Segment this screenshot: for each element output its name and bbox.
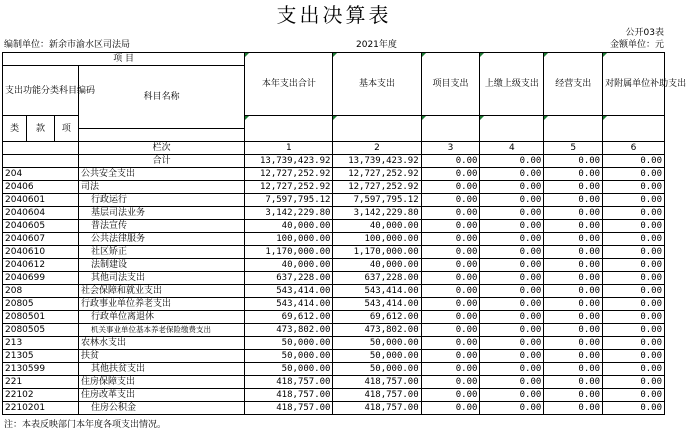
table-row [3,298,665,311]
row-value: 12,727,252.92 [333,168,421,181]
row-value: 0.00 [480,324,544,337]
row-value: 40,000.00 [333,220,421,233]
row-code: 221 [3,376,79,389]
row-code: 2040610 [3,246,79,259]
row-value: 12,727,252.92 [333,181,421,194]
row-value: 0.00 [603,194,665,207]
row-value: 0.00 [421,324,480,337]
row-value: 0.00 [603,402,665,415]
row-value: 0.00 [480,402,544,415]
row-value: 0.00 [544,246,603,259]
table-row [3,233,665,246]
row-value: 637,228.00 [333,272,421,285]
row-value: 3,142,229.80 [245,207,333,220]
row-value: 0.00 [480,350,544,363]
page-title: 支出决算表 [276,3,392,27]
row-value: 0.00 [480,220,544,233]
table-row [3,181,665,194]
row-value: 0.00 [603,350,665,363]
total-value: 0.00 [480,155,544,168]
row-value: 0.00 [421,220,480,233]
row-value: 0.00 [544,337,603,350]
row-value: 0.00 [421,168,480,181]
row-name: 机关事业单位基本养老保险缴费支出 [79,324,245,337]
index-2: 2 [333,142,421,155]
row-value: 0.00 [544,181,603,194]
row-value: 0.00 [603,311,665,324]
total-value: 0.00 [544,155,603,168]
row-value: 40,000.00 [245,220,333,233]
table-row [3,259,665,272]
row-name: 住房改革支出 [79,389,245,402]
row-value: 0.00 [603,207,665,220]
row-value: 12,727,252.92 [245,168,333,181]
row-value: 12,727,252.92 [245,181,333,194]
row-value: 0.00 [480,376,544,389]
row-value: 0.00 [421,272,480,285]
row-value: 0.00 [544,389,603,402]
row-code: 2130599 [3,363,79,376]
totals-row [3,155,665,168]
header-col-subsidy: 对附属单位补助支出 [603,53,665,116]
index-5: 5 [544,142,603,155]
row-code: 20406 [3,181,79,194]
row-value: 418,757.00 [245,402,333,415]
row-value: 0.00 [421,311,480,324]
row-value: 418,757.00 [245,389,333,402]
row-value: 0.00 [544,194,603,207]
row-value: 0.00 [544,402,603,415]
total-value: 0.00 [421,155,480,168]
row-value: 0.00 [544,220,603,233]
row-name: 公共安全支出 [79,168,245,181]
row-value: 69,612.00 [245,311,333,324]
expenditure-table [2,52,686,415]
row-name: 农林水支出 [79,337,245,350]
row-name: 法制建设 [79,259,245,272]
row-name: 社会保障和就业支出 [79,285,245,298]
index-1: 1 [245,142,333,155]
row-name: 行政运行 [79,194,245,207]
row-value: 100,000.00 [333,233,421,246]
table-row [3,168,665,181]
row-value: 543,414.00 [245,298,333,311]
row-value: 0.00 [480,259,544,272]
row-value: 0.00 [603,285,665,298]
table-row [3,376,665,389]
header-spacer-3 [421,116,480,142]
header-name: 科目名称 [79,66,245,129]
row-value: 100,000.00 [245,233,333,246]
row-value: 0.00 [480,233,544,246]
row-value: 0.00 [603,298,665,311]
row-value: 0.00 [480,181,544,194]
row-value: 50,000.00 [245,363,333,376]
table-row [3,337,665,350]
totals-label: 合计 [79,155,245,168]
row-value: 0.00 [544,168,603,181]
row-value: 0.00 [544,324,603,337]
row-value: 0.00 [603,272,665,285]
row-value: 7,597,795.12 [333,194,421,207]
header-lanci: 栏次 [79,142,245,155]
row-name: 基层司法业务 [79,207,245,220]
row-code: 20805 [3,298,79,311]
row-value: 0.00 [480,298,544,311]
table-row [3,220,665,233]
row-code: 2040601 [3,194,79,207]
row-code: 204 [3,168,79,181]
row-value: 1,170,000.00 [333,246,421,259]
row-value: 0.00 [421,298,480,311]
header-kuan: 款 [27,116,54,142]
row-name: 扶贫 [79,350,245,363]
header-col-basic: 基本支出 [333,53,421,116]
row-value: 0.00 [480,246,544,259]
row-value: 0.00 [544,350,603,363]
row-value: 0.00 [421,363,480,376]
row-name: 司法 [79,181,245,194]
row-code: 22102 [3,389,79,402]
header-lei: 类 [3,116,27,142]
row-value: 543,414.00 [333,298,421,311]
row-value: 0.00 [480,311,544,324]
row-value: 0.00 [421,246,480,259]
header-spacer-1 [245,116,333,142]
row-name: 行政事业单位养老支出 [79,298,245,311]
row-code: 2040612 [3,259,79,272]
row-value: 0.00 [480,194,544,207]
row-code: 2040607 [3,233,79,246]
row-code: 21305 [3,350,79,363]
row-value: 0.00 [480,337,544,350]
row-value: 0.00 [421,376,480,389]
row-value: 0.00 [603,246,665,259]
row-value: 0.00 [603,168,665,181]
row-name: 住房保障支出 [79,376,245,389]
row-code: 2040605 [3,220,79,233]
row-value: 418,757.00 [333,402,421,415]
header-item: 项 目 [3,53,245,66]
row-name: 行政单位离退休 [79,311,245,324]
row-value: 543,414.00 [333,285,421,298]
compiling-unit: 编制单位：新余市渝水区司法局 [4,40,131,50]
row-value: 0.00 [544,376,603,389]
row-value: 0.00 [603,233,665,246]
index-3: 3 [421,142,480,155]
row-value: 50,000.00 [245,350,333,363]
table-row [3,272,665,285]
header-col-total: 本年支出合计 [245,53,333,116]
total-value: 0.00 [603,155,665,168]
row-name: 其他司法支出 [79,272,245,285]
index-4: 4 [480,142,544,155]
total-value: 13,739,423.92 [245,155,333,168]
table-row [3,350,665,363]
row-code: 213 [3,337,79,350]
table-row [3,389,665,402]
row-value: 0.00 [421,181,480,194]
row-value: 0.00 [603,337,665,350]
row-value: 0.00 [421,207,480,220]
row-value: 0.00 [421,233,480,246]
row-value: 0.00 [480,168,544,181]
row-value: 0.00 [544,298,603,311]
row-value: 0.00 [421,259,480,272]
row-value: 0.00 [421,285,480,298]
row-value: 0.00 [480,272,544,285]
row-value: 0.00 [480,389,544,402]
row-name: 公共法律服务 [79,233,245,246]
row-name: 普法宣传 [79,220,245,233]
row-value: 0.00 [603,181,665,194]
row-value: 0.00 [421,402,480,415]
totals-code [3,155,79,168]
header-col-project: 项目支出 [421,53,480,116]
header-code: 支出功能分类科目编码 [3,66,79,116]
header-lei-kuan-xiang-merge [3,142,79,155]
row-value: 3,142,229.80 [333,207,421,220]
row-value: 69,612.00 [333,311,421,324]
row-value: 0.00 [544,207,603,220]
money-unit: 金额单位：元 [609,40,664,50]
row-value: 543,414.00 [245,285,333,298]
row-value: 0.00 [480,207,544,220]
table-row [3,285,665,298]
header-spacer-5 [544,116,603,142]
row-value: 0.00 [480,285,544,298]
header-col-business: 经营支出 [544,53,603,116]
row-value: 473,802.00 [333,324,421,337]
row-value: 0.00 [544,363,603,376]
row-value: 50,000.00 [333,337,421,350]
row-value: 0.00 [544,311,603,324]
header-spacer-4 [480,116,544,142]
row-value: 7,597,795.12 [245,194,333,207]
row-value: 0.00 [421,389,480,402]
row-value: 0.00 [544,285,603,298]
footnote: 注：本表反映部门本年度各项支出情况。 [4,420,167,430]
row-value: 0.00 [421,350,480,363]
table-row [3,363,665,376]
row-name: 社区矫正 [79,246,245,259]
row-value: 418,757.00 [333,389,421,402]
row-code: 2210201 [3,402,79,415]
row-name: 其他扶贫支出 [79,363,245,376]
row-value: 473,802.00 [245,324,333,337]
row-value: 50,000.00 [245,337,333,350]
fiscal-year: 2021年度 [356,40,397,50]
table-row [3,402,665,415]
row-value: 0.00 [603,324,665,337]
form-code: 公开03表 [625,28,664,38]
header-xiang: 项 [54,116,78,142]
row-value: 0.00 [421,194,480,207]
row-value: 0.00 [603,220,665,233]
row-value: 1,170,000.00 [245,246,333,259]
header-spacer-6 [603,116,665,142]
header-spacer-2 [333,116,421,142]
row-value: 0.00 [544,272,603,285]
row-code: 2080501 [3,311,79,324]
table-row [3,207,665,220]
row-value: 0.00 [603,376,665,389]
table-row [3,324,665,337]
row-code: 2040699 [3,272,79,285]
row-value: 0.00 [603,363,665,376]
row-value: 0.00 [603,259,665,272]
row-code: 208 [3,285,79,298]
index-6: 6 [603,142,665,155]
row-value: 0.00 [544,259,603,272]
row-value: 50,000.00 [333,363,421,376]
row-value: 40,000.00 [245,259,333,272]
row-value: 50,000.00 [333,350,421,363]
row-value: 0.00 [603,389,665,402]
row-code: 2040604 [3,207,79,220]
table-row [3,246,665,259]
row-value: 0.00 [544,233,603,246]
row-value: 418,757.00 [245,376,333,389]
row-value: 40,000.00 [333,259,421,272]
total-value: 13,739,423.92 [333,155,421,168]
row-code: 2080505 [3,324,79,337]
row-value: 637,228.00 [245,272,333,285]
row-value: 0.00 [480,363,544,376]
table-row [3,311,665,324]
row-name: 住房公积金 [79,402,245,415]
row-value: 418,757.00 [333,376,421,389]
row-value: 0.00 [421,337,480,350]
header-col-upper: 上缴上级支出 [480,53,544,116]
table-row [3,194,665,207]
